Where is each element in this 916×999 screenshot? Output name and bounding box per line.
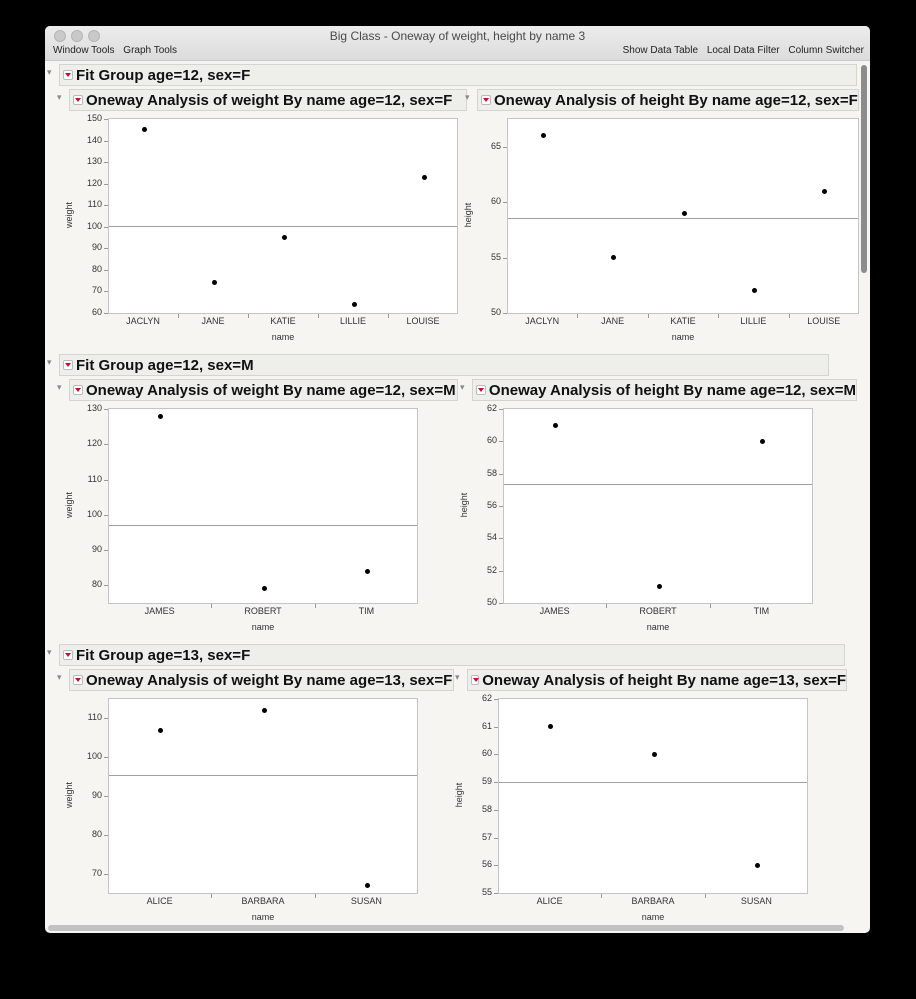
y-tick-mark [494,865,498,866]
y-tick-label: 60 [490,196,501,207]
data-point[interactable] [652,752,657,757]
y-tick-label: 90 [91,790,102,800]
oneway-height-header [467,669,847,691]
y-tick-label: 130 [86,403,102,413]
red-triangle-menu-icon[interactable] [73,385,83,395]
window-title: Big Class - Oneway of weight, height by name 3 [329,29,586,43]
y-tick-mark [499,538,503,539]
oneway-height-header [477,89,859,111]
x-tick-mark [178,314,179,318]
fit-group-header [59,644,845,666]
x-tick-label: ALICE [146,896,173,906]
y-tick-label: 70 [91,867,102,878]
y-tick-label: 54 [486,532,497,543]
y-tick-label: 60 [481,748,492,759]
oneway-plot-height[interactable] [503,408,813,604]
y-tick-label: 60 [486,435,497,446]
red-triangle-menu-icon[interactable] [73,675,83,685]
x-tick-mark [388,314,389,318]
data-point[interactable] [282,235,287,240]
data-point[interactable] [682,211,687,216]
y-tick-label: 150 [86,113,102,123]
oneway-height-header-title: Oneway Analysis of height By name age=13, sex=F [482,671,846,689]
x-tick-mark [211,894,212,898]
x-tick-label: JACLYN [525,316,560,326]
x-axis-label: name [671,332,695,342]
y-tick-mark [104,409,108,410]
disclosure-triangle-icon[interactable]: ▾ [460,382,465,392]
y-axis-label: height [463,202,473,228]
oneway-plot-weight[interactable] [108,408,418,604]
x-tick-label: JANE [601,316,625,326]
data-point[interactable] [142,127,147,132]
data-point[interactable] [752,288,757,293]
oneway-plot-height[interactable] [498,698,808,894]
y-tick-mark [104,205,108,206]
data-point[interactable] [553,423,558,428]
x-tick-label: KATIE [670,316,696,326]
x-tick-label: ALICE [536,896,563,906]
y-tick-mark [104,184,108,185]
y-tick-mark [494,893,498,894]
y-tick-mark [104,313,108,314]
y-tick-mark [494,782,498,783]
y-tick-label: 100 [86,751,102,762]
red-triangle-menu-icon[interactable] [481,95,491,105]
y-tick-mark [104,796,108,797]
y-tick-mark [503,258,507,259]
y-tick-label: 70 [91,285,102,296]
data-point[interactable] [611,255,616,260]
disclosure-triangle-icon[interactable]: ▾ [455,672,460,682]
y-tick-label: 50 [486,597,497,607]
y-tick-label: 120 [86,438,102,449]
data-point[interactable] [755,863,760,868]
x-tick-mark [705,894,706,898]
x-tick-label: LILLIE [339,316,367,326]
data-point[interactable] [760,439,765,444]
y-tick-mark [104,119,108,120]
report-content [45,61,857,923]
data-point[interactable] [548,724,553,729]
y-tick-mark [503,202,507,203]
grand-mean-line [499,782,807,783]
y-tick-label: 130 [86,156,102,167]
x-tick-label: BARBARA [631,896,675,906]
red-triangle-menu-icon[interactable] [63,70,73,80]
oneway-plot-weight[interactable] [108,698,418,894]
grand-mean-line [504,484,812,485]
x-tick-label: SUSAN [350,896,382,906]
disclosure-triangle-icon[interactable]: ▾ [47,67,52,77]
oneway-height-header-title: Oneway Analysis of height By name age=12, sex=M [488,381,856,399]
disclosure-triangle-icon[interactable]: ▾ [57,92,62,102]
y-tick-label: 110 [87,712,102,723]
x-tick-mark [315,894,316,898]
x-tick-mark [789,314,790,318]
red-triangle-menu-icon[interactable] [476,385,486,395]
x-tick-mark [710,604,711,608]
fit-group-0 [45,64,857,354]
y-tick-mark [104,227,108,228]
oneway-weight-header [69,89,467,111]
y-tick-mark [499,571,503,572]
y-tick-mark [104,515,108,516]
data-point[interactable] [262,586,267,591]
y-tick-label: 55 [481,887,492,897]
report-window [45,26,870,933]
y-axis-label: height [454,782,464,808]
data-point[interactable] [158,728,163,733]
disclosure-triangle-icon[interactable]: ▾ [47,357,52,367]
menu-left [53,45,183,56]
y-tick-mark [494,727,498,728]
show-data-table-button[interactable]: Show Data Table [622,45,699,56]
x-tick-mark [601,894,602,898]
y-tick-label: 59 [481,776,492,787]
x-axis-label: name [646,622,670,632]
oneway-weight-header [69,669,454,691]
disclosure-triangle-icon[interactable]: ▾ [57,672,62,682]
y-tick-mark [494,838,498,839]
y-tick-label: 52 [486,564,497,575]
disclosure-triangle-icon[interactable]: ▾ [57,382,62,392]
y-tick-mark [503,147,507,148]
fit-group-header-title: Fit Group age=13, sex=F [76,646,251,664]
y-tick-mark [494,699,498,700]
x-tick-label: TIM [753,606,770,616]
y-tick-mark [104,162,108,163]
data-point[interactable] [541,133,546,138]
data-point[interactable] [365,883,370,888]
y-tick-label: 62 [481,693,492,703]
y-tick-label: 62 [486,403,497,413]
fit-group-header [59,354,829,376]
data-point[interactable] [212,280,217,285]
x-tick-mark [318,314,319,318]
oneway-plot-height[interactable] [507,118,859,314]
x-tick-label: LILLIE [740,316,767,326]
menu-right [623,45,864,56]
vertical-scroll-thumb[interactable] [861,65,867,273]
y-axis-label: weight [64,202,74,229]
y-tick-label: 58 [486,467,497,478]
x-axis-label: name [251,622,275,632]
fit-group-1 [45,354,857,644]
x-tick-label: JAMES [144,606,175,616]
title-bar [45,26,870,61]
y-tick-mark [104,550,108,551]
oneway-height-header-title: Oneway Analysis of height By name age=12, sex=F [494,91,858,109]
column-switcher-button[interactable]: Column Switcher [788,45,864,56]
data-point[interactable] [422,175,427,180]
x-tick-label: JACLYN [126,316,160,326]
horizontal-scrollbar[interactable] [48,925,844,931]
x-tick-label: ROBERT [244,606,282,616]
x-tick-mark [577,314,578,318]
x-tick-mark [248,314,249,318]
y-tick-label: 58 [481,803,492,814]
x-tick-label: JAMES [539,606,570,616]
y-tick-mark [494,810,498,811]
fit-group-header-title: Fit Group age=12, sex=F [76,66,251,84]
oneway-weight-header [69,379,458,401]
red-triangle-menu-icon[interactable] [63,360,73,370]
x-tick-label: JANE [201,316,225,326]
menu-graph-tools[interactable]: Graph Tools [123,45,178,56]
y-tick-label: 55 [490,251,501,262]
fit-group-header-title: Fit Group age=12, sex=M [76,356,254,374]
y-tick-mark [104,444,108,445]
y-tick-label: 65 [490,140,501,151]
oneway-weight-header-title: Oneway Analysis of weight By name age=13, sex=F [86,671,453,689]
oneway-weight-header-title: Oneway Analysis of weight By name age=12, sex=F [86,91,453,109]
data-point[interactable] [352,302,357,307]
oneway-height-header [472,379,857,401]
y-tick-label: 80 [91,828,102,839]
fit-group-header [59,64,857,86]
y-axis-label: weight [64,782,74,809]
y-tick-label: 56 [481,859,492,870]
x-tick-label: BARBARA [241,896,285,906]
x-axis-label: name [251,912,275,922]
y-tick-label: 90 [91,242,102,253]
oneway-plot-weight[interactable] [108,118,458,314]
red-triangle-menu-icon[interactable] [73,95,83,105]
y-axis-label: weight [64,492,74,519]
y-tick-label: 110 [87,199,102,210]
x-axis-label: name [271,332,295,342]
y-tick-mark [104,248,108,249]
disclosure-triangle-icon[interactable]: ▾ [47,647,52,657]
data-point[interactable] [822,189,827,194]
x-tick-mark [211,604,212,608]
x-tick-label: LOUISE [807,316,841,326]
y-tick-mark [499,409,503,410]
y-tick-mark [104,480,108,481]
y-tick-label: 100 [86,220,102,231]
y-tick-mark [494,754,498,755]
y-tick-label: 80 [91,263,102,274]
y-tick-label: 110 [87,473,102,484]
y-tick-label: 120 [86,177,102,188]
local-data-filter-button[interactable]: Local Data Filter [706,45,780,56]
vertical-scrollbar[interactable] [860,63,868,933]
x-tick-label: ROBERT [639,606,677,616]
fit-group-2 [45,644,857,933]
y-tick-label: 90 [91,544,102,555]
y-tick-mark [104,585,108,586]
data-point[interactable] [158,414,163,419]
x-tick-mark [648,314,649,318]
y-tick-label: 61 [481,720,492,731]
y-tick-mark [499,441,503,442]
grand-mean-line [508,218,858,219]
grand-mean-line [109,525,417,526]
y-tick-mark [499,474,503,475]
menu-window-tools[interactable]: Window Tools [53,45,115,56]
x-axis-label: name [641,912,665,922]
x-tick-mark [718,314,719,318]
y-tick-mark [104,835,108,836]
red-triangle-menu-icon[interactable] [63,650,73,660]
data-point[interactable] [262,708,267,713]
y-tick-mark [104,874,108,875]
y-tick-label: 50 [490,307,501,317]
y-tick-mark [499,603,503,604]
data-point[interactable] [657,584,662,589]
x-tick-label: SUSAN [740,896,772,906]
y-tick-mark [104,757,108,758]
y-tick-mark [104,291,108,292]
grand-mean-line [109,775,417,776]
x-tick-label: KATIE [270,316,296,326]
data-point[interactable] [365,569,370,574]
y-tick-mark [104,141,108,142]
x-tick-mark [315,604,316,608]
disclosure-triangle-icon[interactable]: ▾ [465,92,470,102]
grand-mean-line [109,226,457,227]
oneway-weight-header-title: Oneway Analysis of weight By name age=12, sex=M [86,381,456,399]
y-tick-label: 56 [486,500,497,510]
y-tick-mark [503,313,507,314]
y-tick-mark [499,506,503,507]
y-tick-mark [104,270,108,271]
y-tick-label: 100 [86,508,102,519]
y-tick-label: 57 [481,831,492,842]
y-axis-label: height [459,492,469,518]
y-tick-mark [104,718,108,719]
y-tick-label: 140 [86,134,102,145]
x-tick-mark [606,604,607,608]
x-tick-label: LOUISE [406,316,440,326]
y-tick-label: 80 [91,579,102,590]
y-tick-label: 60 [91,307,102,317]
red-triangle-menu-icon[interactable] [471,675,479,685]
x-tick-label: TIM [358,606,375,616]
